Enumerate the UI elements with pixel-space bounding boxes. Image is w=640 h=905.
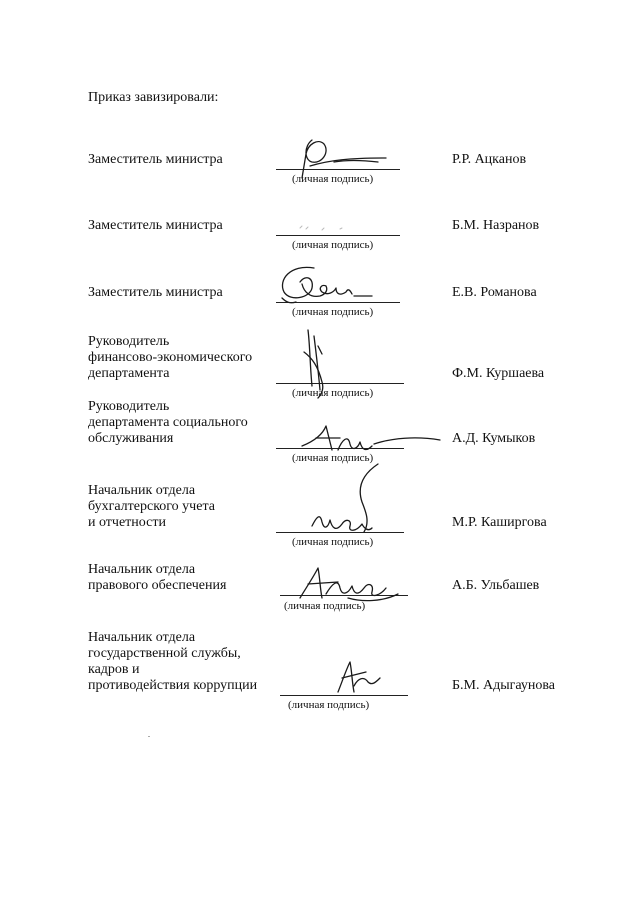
- signature-caption: (личная подпись): [292, 239, 374, 251]
- signer-name: М.Р. Каширгова: [452, 515, 547, 530]
- handwritten-signature: [328, 658, 388, 698]
- signature-caption: (личная подпись): [292, 306, 374, 318]
- handwritten-signature: [288, 326, 348, 402]
- handwritten-signature: [306, 462, 386, 540]
- signature-caption: (личная подпись): [284, 600, 366, 612]
- signature-caption: (личная подпись): [292, 387, 374, 399]
- signer-position: [88, 630, 278, 694]
- signature-caption: (личная подпись): [292, 173, 374, 185]
- sheet-heading: Приказ завизировали:: [88, 90, 219, 105]
- signature-caption: (личная подпись): [292, 452, 374, 464]
- signer-name: А.Б. Ульбашев: [452, 578, 540, 593]
- position-line: Заместитель министра: [88, 285, 223, 300]
- position-line: департамента социального: [88, 415, 248, 430]
- signature-caption: (личная подпись): [288, 699, 370, 711]
- position-line: Заместитель министра: [88, 152, 223, 167]
- position-line: Начальник отдела: [88, 483, 196, 498]
- scan-speck: [148, 736, 150, 737]
- signer-name: Е.В. Романова: [452, 285, 537, 300]
- handwritten-signature: [296, 220, 356, 236]
- position-line: Начальник отдела: [88, 562, 196, 577]
- position-line: Начальник отдела: [88, 630, 196, 645]
- signer-name: Б.М. Адыгаунова: [452, 678, 556, 693]
- signer-name: Б.М. Назранов: [452, 218, 540, 233]
- handwritten-signature: [292, 564, 402, 604]
- signature-caption: (личная подпись): [292, 536, 374, 548]
- position-line: Заместитель министра: [88, 218, 223, 233]
- position-line: государственной службы,: [88, 646, 241, 661]
- position-line: кадров и: [88, 662, 140, 677]
- position-line: бухгалтерского учета: [88, 499, 215, 514]
- position-line: департамента: [88, 366, 170, 381]
- handwritten-signature: [292, 416, 442, 462]
- position-line: противодействия коррупции: [88, 678, 258, 693]
- position-line: финансово-экономического: [88, 350, 253, 365]
- position-line: Руководитель: [88, 399, 170, 414]
- signer-name: Р.Р. Ацканов: [452, 152, 527, 167]
- position-line: правового обеспечения: [88, 578, 227, 593]
- position-line: обслуживания: [88, 431, 174, 446]
- signer-name: Ф.М. Куршаева: [452, 366, 545, 381]
- signer-name: А.Д. Кумыков: [452, 431, 536, 446]
- handwritten-signature: [276, 262, 380, 308]
- handwritten-signature: [290, 136, 400, 184]
- position-line: Руководитель: [88, 334, 170, 349]
- position-line: и отчетности: [88, 515, 166, 530]
